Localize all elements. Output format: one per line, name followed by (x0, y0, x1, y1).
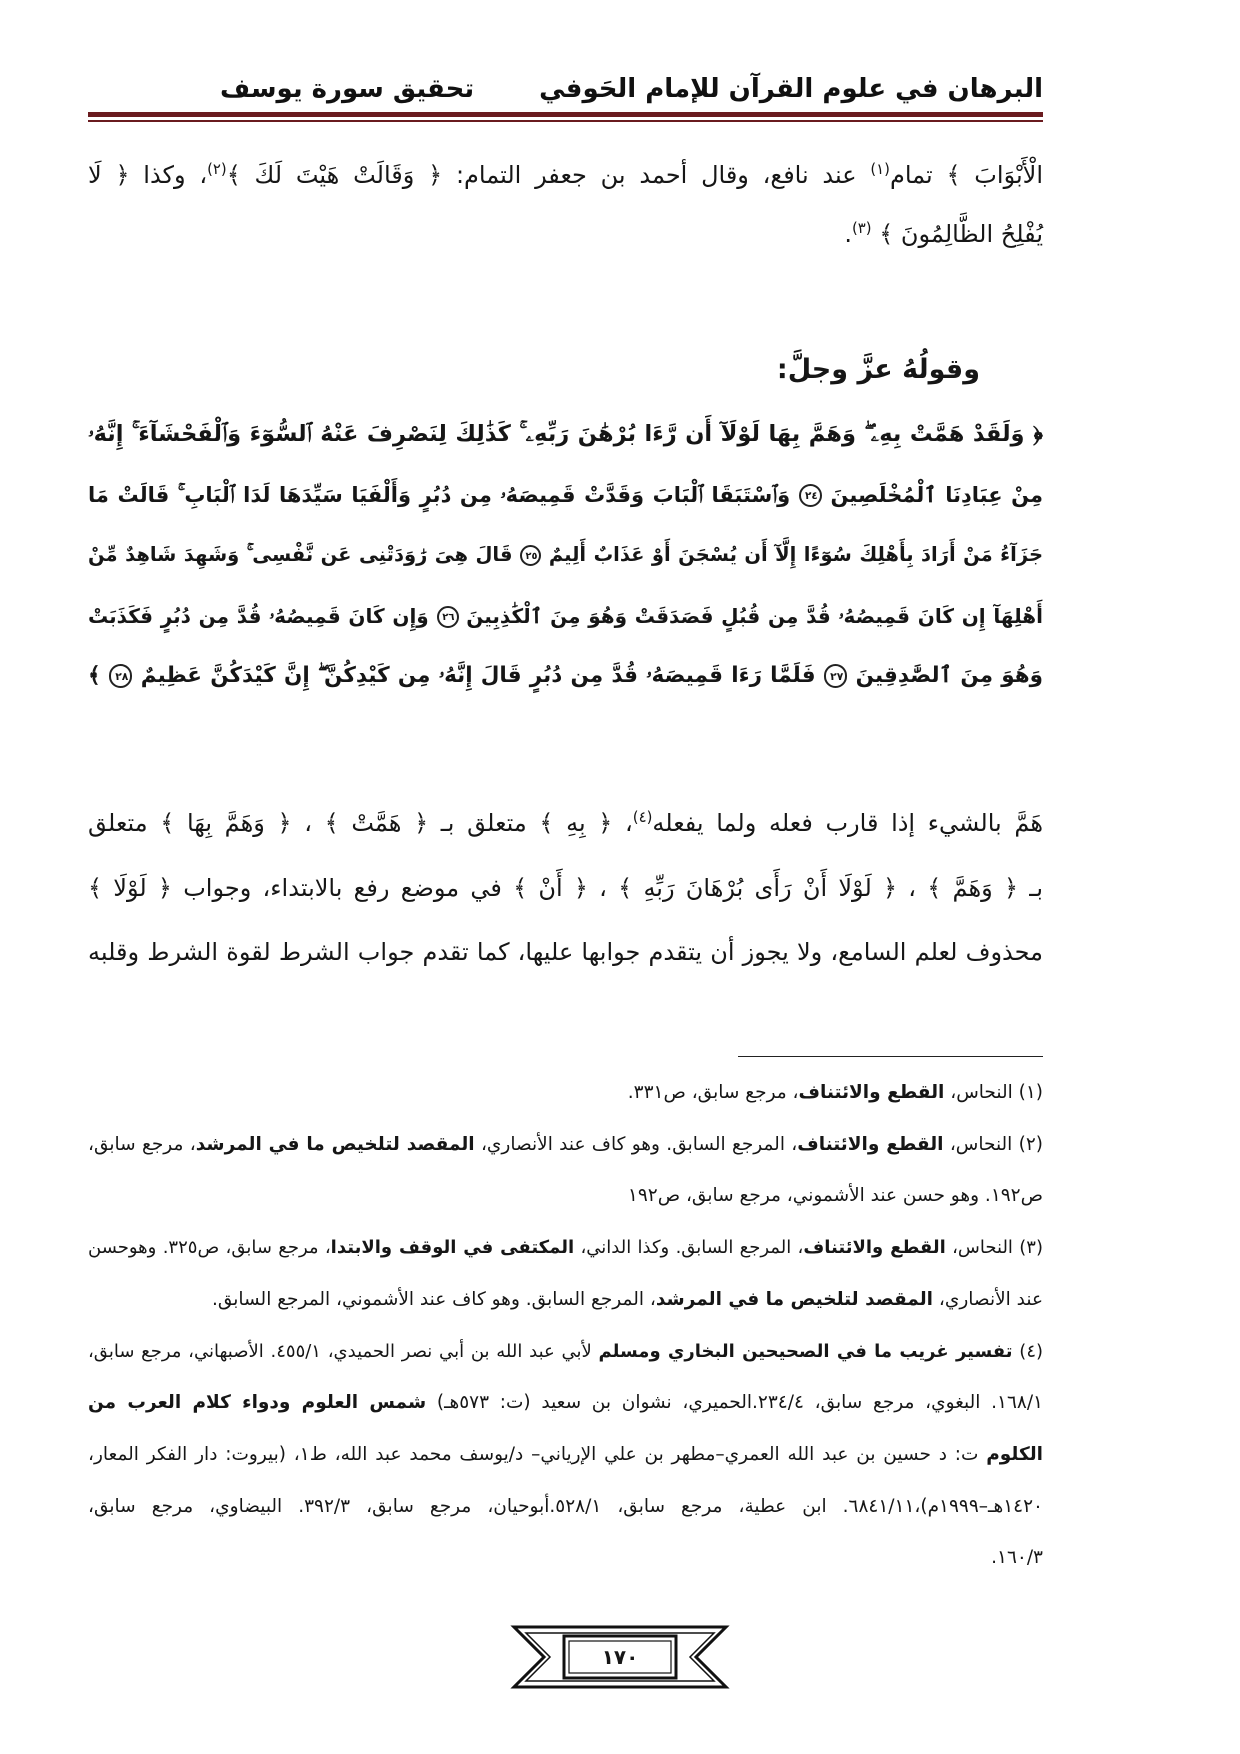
header-rule (88, 112, 1043, 122)
verse-number: ٢٨ (109, 664, 133, 688)
footnote-ref: (٣) (851, 219, 872, 238)
quran-passage (88, 404, 1043, 707)
quran-line (88, 404, 1043, 465)
cited-title: تفسير غريب ما في الصحيحين البخاري ومسلم (598, 1340, 1013, 1362)
commentary-line: محذوف لعلم السامع، ولا يجوز أن يتقدم جوابها عليها، كما تقدم جواب الشرط لقوة الشرط وقلبه (88, 938, 1043, 966)
closing-bracket: ﴾ (88, 663, 101, 688)
footnote-line (88, 1481, 1043, 1533)
text-run: الْأَبْوَابَ ﴾ تمام (889, 161, 1044, 189)
footnote-ref: (١) (870, 160, 890, 179)
verse-number: ٢٤ (799, 484, 822, 507)
text-run: ، المرجع السابق. وهو كاف عند الأنصاري، (474, 1133, 798, 1155)
book-title: البرهان في علوم القرآن للإمام الحَوفي (539, 74, 1043, 104)
footnote-line (88, 1222, 1043, 1274)
verse-text: وَٱسْتَبَقَا ٱلْبَابَ وَقَدَّتْ قَمِيصَهُۥ مِن دُبُرٍ وَأَلْفَيَا سَيِّدَهَا لَدَا ٱلْبَابِ ۚ قَالَتْ مَا (88, 482, 791, 507)
page-number: ١٧٠ (601, 1645, 639, 1669)
commentary-line: بـ ﴿ وَهَمَّ ﴾ ، ﴿ لَوْلَا أَنْ رَأَى بُرْهَانَ رَبِّهِ ﴾ ، ﴿ أَنْ ﴾ في موضع رفع بالابتداء، وجواب ﴿ لَوْلَا ﴾ (88, 873, 1043, 902)
footnote-line (88, 1170, 1043, 1222)
text-run: ١٦٨/١. البغوي، مرجع سابق، ٢٣٤/٤.الحميري، نشوان بن سعيد (ت: ٥٧٣هـ) (426, 1392, 1043, 1414)
footnotes (88, 1067, 1043, 1584)
text-run: ، ﴿ بِهِ ﴾ متعلق بـ ﴿ هَمَّتْ ﴾ ، ﴿ وَهَمَّ بِهَا ﴾ متعلق (88, 809, 633, 837)
verse-text: ﴿ وَلَقَدْ هَمَّتْ بِهِۦ ۖ وَهَمَّ بِهَا لَوْلَآ أَن رَّءَا بُرْهَٰنَ رَبِّهِۦ ۚ كَذَٰلِكَ لِنَصْرِفَ عَنْهُ ٱلسُّوٓءَ وَٱلْفَحْشَآءَ ۚ إِنَّهُۥ (88, 421, 1043, 447)
verse-text: فَلَمَّا رَءَا قَمِيصَهُۥ قُدَّ مِن دُبُرٍ قَالَ إِنَّهُۥ مِن كَيْدِكُنَّ ۖ إِنَّ كَيْدَكُنَّ عَظِيمٌ (140, 663, 816, 688)
text-run: ، المرجع السابق. وهو كاف عند الأشموني، المرجع السابق. (211, 1288, 656, 1310)
intro-line (88, 205, 1043, 264)
verse-number: ٢٥ (520, 545, 541, 566)
verse-text: أَهْلِهَآ إِن كَانَ قَمِيصُهُۥ قُدَّ مِن قُبُلٍ فَصَدَقَتْ وَهُوَ مِنَ ٱلْكَٰذِبِينَ (466, 603, 1043, 628)
text-run: ١٤٢٠هـ–١٩٩٩م)،٦٨٤١/١١. ابن عطية، مرجع سابق، ٥٢٨/١.أبوحيان، مرجع سابق، ٣٩٢/٣. البيضاوي، مرجع سابق، (88, 1495, 1043, 1517)
page-number-ornament (510, 1623, 730, 1691)
text-run: ١٦٠/٣. (991, 1547, 1043, 1569)
footnote-line (88, 1377, 1043, 1429)
text-run: ، مرجع سابق، ص٣٣١. (627, 1082, 799, 1103)
cited-title: القطع والائتناف (803, 1237, 946, 1259)
text-run: ص١٩٢. وهو حسن عند الأشموني، مرجع سابق، ص١٩٢ (627, 1185, 1043, 1207)
quran-line (88, 465, 1043, 526)
text-run: يُفْلِحُ الظَّالِمُونَ ﴾ (871, 220, 1043, 248)
verse-number: ٢٧ (824, 664, 848, 688)
verse-text: وَإِن كَانَ قَمِيصُهُۥ قُدَّ مِن دُبُرٍ فَكَذَبَتْ (88, 603, 429, 628)
footnote-ref: (٤) (632, 808, 653, 827)
footnote-line (88, 1274, 1043, 1326)
footnote-ref: (٢) (207, 160, 227, 179)
footnote-line (88, 1429, 1043, 1481)
commentary-paragraph (88, 791, 1043, 985)
text-run: . (844, 220, 852, 248)
verse-text: وَهُوَ مِنَ ٱلصَّٰدِقِينَ (855, 663, 1043, 688)
intro-line (88, 146, 1043, 205)
intro-paragraph (88, 146, 1043, 264)
text-run: (٤) (1012, 1340, 1044, 1362)
footnote-line (88, 1326, 1043, 1378)
text-run: ، وكذا ﴿ لَا (88, 161, 208, 189)
footnote-line (88, 1532, 1043, 1584)
text-run: ، المرجع السابق. وكذا الداني، (574, 1237, 804, 1259)
text-run: عند نافع، وقال أحمد بن جعفر التمام: ﴿ وَقَالَتْ هَيْتَ لَكَ ﴾ (226, 161, 871, 189)
quran-line (88, 586, 1043, 647)
footnote-line (88, 1067, 1043, 1119)
footnote-separator (738, 1056, 1043, 1057)
verse-text: قَالَ هِىَ رَٰوَدَتْنِى عَن نَّفْسِى ۚ وَشَهِدَ شَاهِدٌ مِّنْ (88, 543, 513, 566)
text-run: (٢) النحاس، (943, 1133, 1044, 1155)
cited-title: القطع والائتناف (798, 1082, 945, 1103)
quran-line (88, 646, 1043, 707)
quran-line (88, 525, 1043, 586)
text-run: ، مرجع سابق، ص٣٢٥. وهوحسن (88, 1237, 331, 1259)
verse-text: جَزَآءُ مَنْ أَرَادَ بِأَهْلِكَ سُوٓءًا إِلَّآ أَن يُسْجَنَ أَوْ عَذَابٌ أَلِيمٌ (548, 543, 1044, 566)
text-run: (٣) النحاس، (945, 1237, 1043, 1259)
cited-title: الكلوم (986, 1443, 1043, 1465)
cited-title: المقصد لتلخيص ما في المرشد (655, 1288, 933, 1310)
commentary-line (88, 791, 1043, 856)
text-run: هَمَّ بالشيء إذا قارب فعله ولما يفعله (652, 809, 1044, 837)
text-run: (١) النحاس، (944, 1082, 1043, 1103)
text-run: ت: د حسين بن عبد الله العمري–مطهر بن علي الإرياني– د/يوسف محمد عبد الله، ط١، (بيروت: دار الفكر المعار، (88, 1443, 987, 1465)
section-title: تحقيق سورة يوسف (220, 74, 475, 104)
text-run: عند الأنصاري، (933, 1288, 1043, 1310)
cited-title: شمس العلوم ودواء كلام العرب من (88, 1392, 427, 1414)
cited-title: المقصد لتلخيص ما في المرشد (195, 1133, 475, 1155)
section-heading: وقولُهُ عزَّ وجلَّ: (776, 354, 980, 385)
text-run: لأبي عبد الله بن أبي نصر الحميدي، ٤٥٥/١. الأصبهاني، مرجع سابق، (88, 1340, 599, 1362)
cited-title: القطع والائتناف (797, 1133, 944, 1155)
footnote-line (88, 1119, 1043, 1171)
text-run: ، مرجع سابق، (88, 1133, 196, 1155)
verse-number: ٢٦ (437, 606, 459, 628)
cited-title: المكتفى في الوقف والابتدا (330, 1237, 575, 1259)
verse-text: مِنْ عِبَادِنَا ٱلْمُخْلَصِينَ (830, 482, 1044, 507)
